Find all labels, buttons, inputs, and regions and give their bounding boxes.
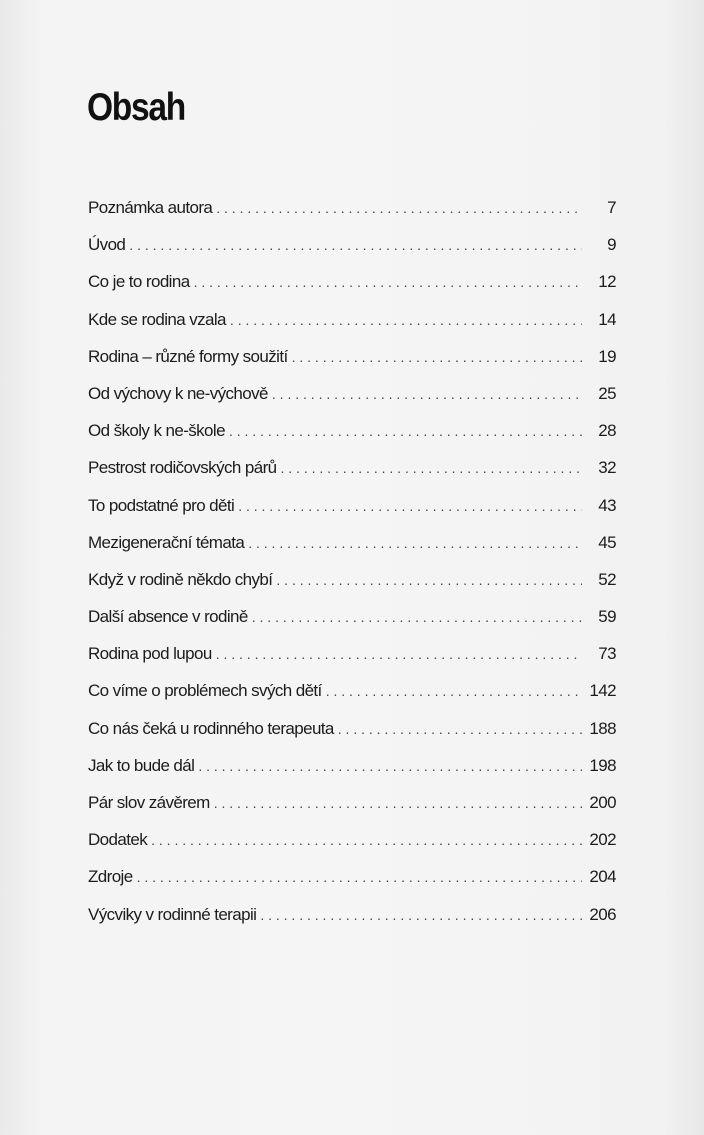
toc-entry[interactable] <box>88 756 616 793</box>
toc-entry[interactable] <box>88 905 616 942</box>
toc-entry-page-number: 7 <box>607 198 616 217</box>
toc-entry[interactable] <box>88 867 616 904</box>
dot-leader <box>216 200 582 216</box>
toc-entry-page-number: 73 <box>598 644 616 664</box>
dot-leader <box>230 312 582 328</box>
toc-entry-page-number: 52 <box>598 569 616 589</box>
dot-leader <box>326 683 582 699</box>
dot-leader <box>214 795 582 811</box>
dot-leader <box>260 907 582 923</box>
toc-entry[interactable] <box>88 681 616 718</box>
dot-leader <box>137 869 582 885</box>
toc-entry-page-number: 59 <box>598 607 616 627</box>
toc-entry[interactable] <box>88 607 616 644</box>
toc-entry-page-number: 202 <box>589 830 616 850</box>
toc-entry-label: Mezigenerační témata <box>88 532 245 552</box>
dot-leader <box>194 274 582 290</box>
toc-entry-page-number: 14 <box>598 309 616 329</box>
toc-entry-page-number: 188 <box>589 718 616 738</box>
toc-entry-label: Kde se rodina vzala <box>88 309 226 329</box>
toc-entry-label: Co je to rodina <box>88 272 190 292</box>
toc-entry[interactable] <box>88 272 616 309</box>
toc-entry-label: Když v rodině někdo chybí <box>88 569 273 589</box>
dot-leader <box>338 721 582 737</box>
toc-entry-label: Pár slov závěrem <box>88 793 210 812</box>
toc-entry-page-number: 45 <box>598 532 616 552</box>
dot-leader <box>248 535 582 551</box>
toc-entry[interactable] <box>88 830 616 867</box>
dot-leader <box>238 498 582 514</box>
toc-entry-label: Pestrost rodičovských párů <box>88 458 277 478</box>
toc-entry-page-number: 142 <box>589 681 616 701</box>
toc-entry[interactable] <box>88 421 616 458</box>
toc-entry-label: Od školy k ne-škole <box>88 421 225 441</box>
dot-leader <box>198 758 582 774</box>
toc-entry[interactable] <box>88 644 616 681</box>
toc-entry-page-number: 9 <box>607 235 616 255</box>
toc-entry-label: Co nás čeká u rodinného terapeuta <box>88 718 334 738</box>
toc-entry-label: Další absence v rodině <box>88 607 248 627</box>
dot-leader <box>252 609 582 625</box>
dot-leader <box>280 460 582 476</box>
dot-leader <box>229 423 582 439</box>
toc-entry[interactable] <box>88 235 616 272</box>
toc-entry-page-number: 204 <box>589 867 616 887</box>
toc-entry-label: Zdroje <box>88 867 133 887</box>
toc-entry-label: Rodina pod lupou <box>88 644 212 664</box>
table-of-contents <box>88 198 616 942</box>
toc-entry-label: Výcviky v rodinné terapii <box>88 904 257 924</box>
toc-entry-page-number: 200 <box>589 793 616 812</box>
toc-entry[interactable] <box>88 198 616 235</box>
toc-entry-label: Úvod <box>88 235 126 255</box>
dot-leader <box>129 237 582 253</box>
toc-entry-label: Rodina – různé formy soužití <box>88 346 288 366</box>
toc-entry-label: Od výchovy k ne-výchově <box>88 383 268 403</box>
dot-leader <box>216 646 582 662</box>
dot-leader <box>272 386 582 402</box>
toc-entry-page-number: 19 <box>598 346 616 366</box>
toc-entry[interactable] <box>88 347 616 384</box>
toc-entry[interactable] <box>88 384 616 421</box>
toc-entry-label: Dodatek <box>88 830 148 850</box>
toc-entry[interactable] <box>88 533 616 570</box>
toc-entry-label: Co víme o problémech svých dětí <box>88 681 322 701</box>
toc-entry-page-number: 43 <box>598 495 616 515</box>
dot-leader <box>292 349 582 365</box>
toc-entry-page-number: 28 <box>598 421 616 441</box>
toc-entry-page-number: 25 <box>598 383 616 403</box>
toc-entry-page-number: 32 <box>598 458 616 478</box>
toc-entry-page-number: 206 <box>589 904 616 924</box>
toc-entry-label: Poznámka autora <box>88 198 213 217</box>
dot-leader <box>151 832 582 848</box>
dot-leader <box>276 572 582 588</box>
toc-entry-page-number: 198 <box>589 755 616 775</box>
toc-entry[interactable] <box>88 719 616 756</box>
page-title: Obsah <box>87 86 185 129</box>
toc-entry[interactable] <box>88 496 616 533</box>
toc-entry[interactable] <box>88 310 616 347</box>
toc-entry[interactable] <box>88 570 616 607</box>
toc-entry[interactable] <box>88 458 616 495</box>
toc-entry-label: Jak to bude dál <box>88 755 195 775</box>
toc-entry-page-number: 12 <box>598 272 616 292</box>
toc-entry[interactable] <box>88 793 616 830</box>
toc-entry-label: To podstatné pro děti <box>88 495 235 515</box>
